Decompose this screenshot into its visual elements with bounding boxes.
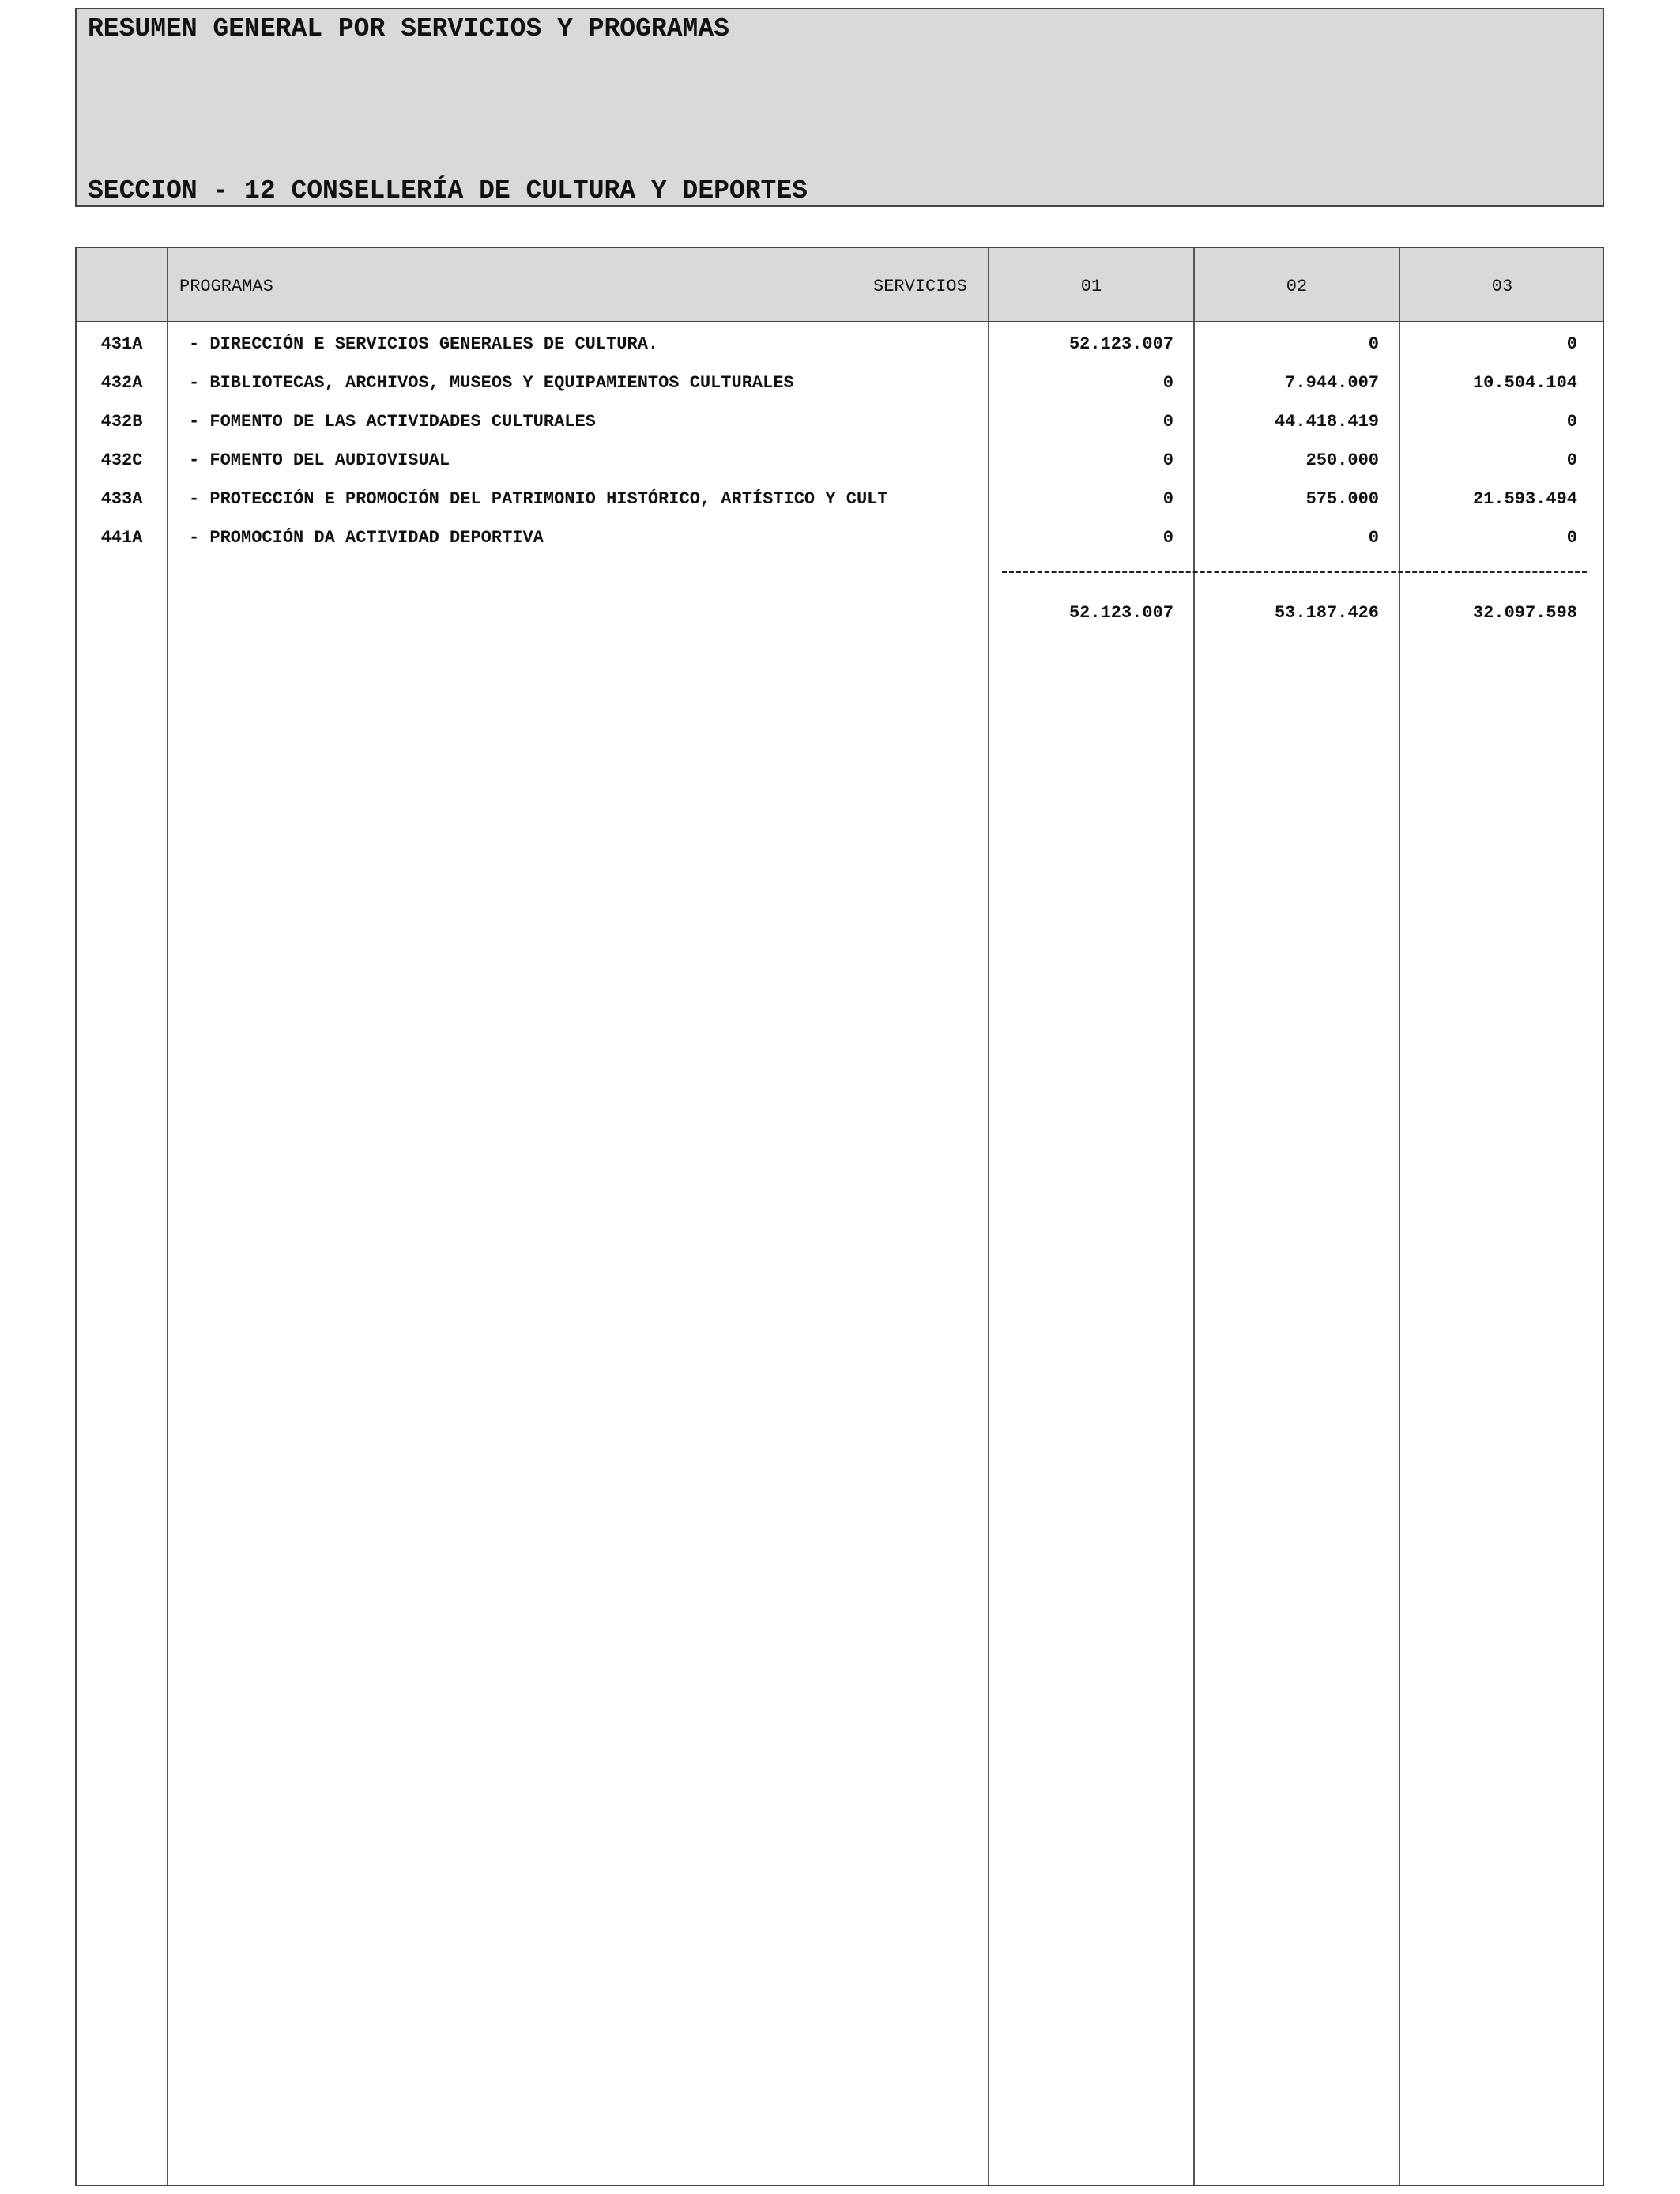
value-service-01: 0 [1162, 528, 1173, 548]
table-row [77, 364, 1603, 402]
summary-table [75, 247, 1604, 2186]
header-programas: PROGRAMAS [179, 277, 273, 296]
value-service-03: 0 [1566, 334, 1577, 354]
total-service-02: 53.187.426 [1274, 603, 1379, 623]
program-code: 433A [100, 489, 143, 509]
table-row [77, 441, 1603, 480]
program-description: - BIBLIOTECAS, ARCHIVOS, MUSEOS Y EQUIPAMIENTOS CULTURALES [189, 373, 794, 393]
value-service-03: 0 [1566, 450, 1577, 470]
program-description: - DIRECCIÓN E SERVICIOS GENERALES DE CULTURA. [189, 334, 659, 354]
value-service-01: 0 [1162, 412, 1173, 432]
program-code: 432A [100, 373, 143, 393]
value-service-02: 44.418.419 [1274, 412, 1379, 432]
value-service-01: 0 [1162, 489, 1173, 509]
header-service-02: 02 [1286, 277, 1308, 296]
program-description: - PROMOCIÓN DA ACTIVIDAD DEPORTIVA [189, 528, 544, 548]
value-service-02: 250.000 [1305, 450, 1379, 470]
report-title: RESUMEN GENERAL POR SERVICIOS Y PROGRAMAS [88, 14, 729, 43]
value-service-03: 10.504.104 [1472, 373, 1577, 393]
table-row [77, 402, 1603, 441]
total-service-01: 52.123.007 [1068, 603, 1173, 623]
value-service-02: 575.000 [1305, 489, 1379, 509]
program-description: - PROTECCIÓN E PROMOCIÓN DEL PATRIMONIO HISTÓRICO, ARTÍSTICO Y CULT [189, 489, 888, 509]
header-servicios: SERVICIOS [873, 277, 967, 296]
totals-separator [1002, 571, 1587, 573]
table-row [77, 325, 1603, 364]
value-service-01: 0 [1162, 373, 1173, 393]
value-service-02: 0 [1368, 528, 1379, 548]
program-code: 441A [100, 528, 143, 548]
value-service-01: 0 [1162, 450, 1173, 470]
header-service-01: 01 [1080, 277, 1102, 296]
program-code: 432C [100, 450, 143, 470]
table-row [77, 480, 1603, 518]
value-service-03: 0 [1566, 528, 1577, 548]
value-service-03: 21.593.494 [1472, 489, 1577, 509]
total-service-03: 32.097.598 [1472, 603, 1577, 623]
program-description: - FOMENTO DEL AUDIOVISUAL [189, 450, 450, 470]
value-service-01: 52.123.007 [1068, 334, 1173, 354]
table-row [77, 518, 1603, 557]
totals-row [77, 594, 1603, 632]
header-service-03: 03 [1491, 277, 1513, 296]
table-header [77, 248, 1603, 322]
section-title: SECCION - 12 CONSELLERÍA DE CULTURA Y DEPORTES [88, 176, 808, 205]
value-service-02: 0 [1368, 334, 1379, 354]
value-service-02: 7.944.007 [1285, 373, 1379, 393]
report-header [75, 8, 1604, 207]
program-code: 432B [100, 412, 143, 432]
program-code: 431A [100, 334, 143, 354]
program-description: - FOMENTO DE LAS ACTIVIDADES CULTURALES [189, 412, 596, 432]
value-service-03: 0 [1566, 412, 1577, 432]
